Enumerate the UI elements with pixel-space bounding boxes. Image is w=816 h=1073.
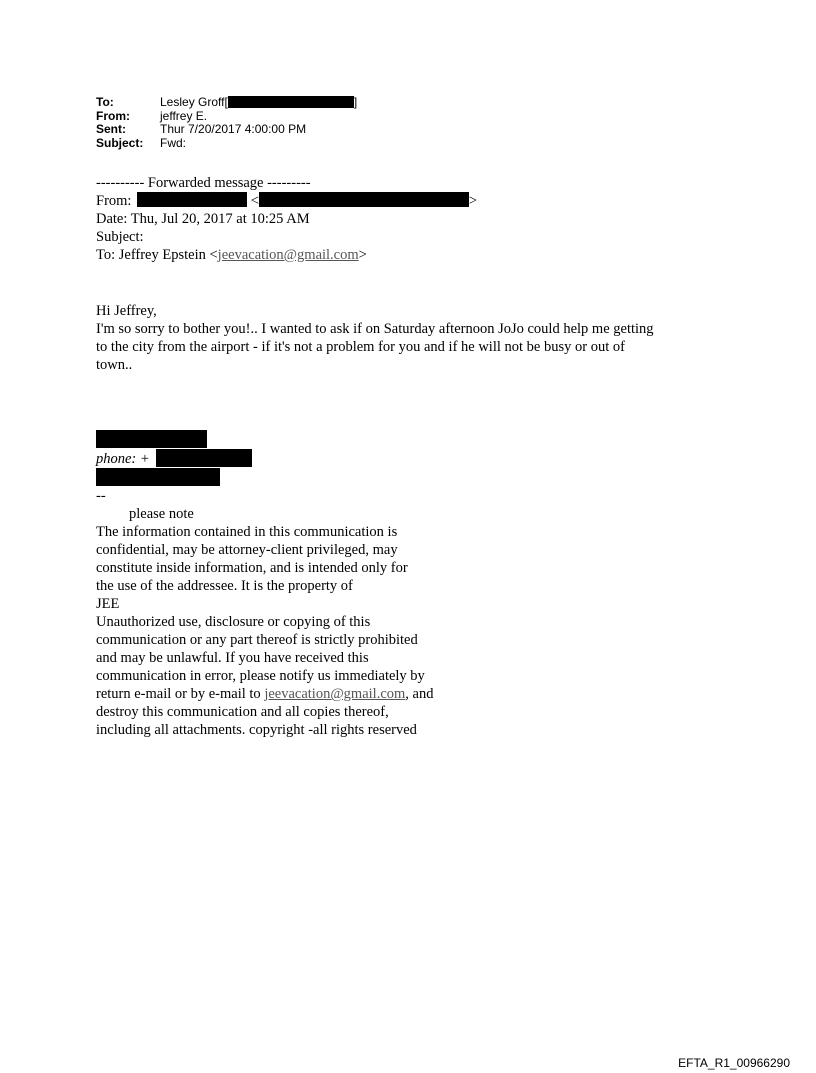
disclaimer-line: the use of the addressee. It is the property of — [96, 578, 353, 594]
disclaimer-email-prefix: return e-mail or by e-mail to — [96, 686, 265, 702]
disclaimer-line: Unauthorized use, disclosure or copying of this — [96, 614, 371, 630]
disclaimer-email-suffix: , and — [405, 686, 434, 702]
disclaimer-email-link[interactable]: jeevacation@gmail.com — [264, 686, 406, 702]
disclaimer-line: constitute inside information, and is intended only for — [96, 560, 408, 576]
disclaimer-email-line — [96, 685, 433, 703]
sent-value: Thur 7/20/2017 4:00:00 PM — [160, 122, 307, 136]
header-subject-row — [96, 137, 357, 151]
disclaimer-line: The information contained in this communication is — [96, 524, 398, 540]
forwarded-from-lt: < — [250, 193, 259, 209]
disclaimer-note: please note — [129, 506, 194, 522]
disclaimer-line: and may be unlawful. If you have received this — [96, 650, 369, 666]
header-sent-row — [96, 123, 357, 137]
subject-label: Subject: — [96, 135, 144, 150]
forwarded-date-line: Date: Thu, Jul 20, 2017 at 10:25 AM — [96, 211, 310, 227]
forwarded-to-prefix: To: Jeffrey Epstein < — [96, 247, 218, 263]
email-header — [96, 96, 357, 150]
to-close: ] — [353, 95, 358, 109]
phone-label: phone: + — [96, 451, 150, 467]
forwarded-to-line — [96, 246, 477, 264]
disclaimer-line: including all attachments. copyright -all rights reserved — [96, 722, 417, 738]
from-label: From: — [96, 108, 130, 123]
body-greeting: Hi Jeffrey, — [96, 303, 157, 319]
body-line: town.. — [96, 357, 133, 373]
to-value: Lesley Groff[ — [160, 95, 228, 109]
redaction-bar — [228, 96, 354, 108]
forwarded-to-email-link[interactable]: jeevacation@gmail.com — [217, 247, 359, 263]
body-line: to the city from the airport - if it's not a problem for you and if he will not be busy or out of — [96, 339, 625, 355]
subject-value: Fwd: — [160, 135, 187, 150]
sent-label: Sent: — [96, 122, 126, 136]
disclaimer-line: JEE — [96, 596, 120, 612]
forwarded-from-gt: > — [468, 193, 478, 209]
header-to-row — [96, 96, 357, 110]
redaction-bar — [137, 192, 247, 207]
forwarded-header — [96, 174, 477, 264]
to-label: To: — [96, 95, 114, 109]
disclaimer — [96, 487, 433, 739]
disclaimer-line: confidential, may be attorney-client privileged, may — [96, 542, 398, 558]
redaction-bar — [156, 449, 252, 467]
body-line: I'm so sorry to bother you!.. I wanted to ask if on Saturday afternoon JoJo could help me getting — [96, 321, 654, 337]
redaction-bar — [259, 192, 469, 207]
forwarded-subject-line: Subject: — [96, 229, 144, 245]
forwarded-banner: ---------- Forwarded message --------- — [96, 175, 311, 191]
signature-phone — [96, 450, 150, 468]
disclaimer-line: communication or any part thereof is strictly prohibited — [96, 632, 418, 648]
forwarded-from-line — [96, 192, 477, 210]
disclaimer-dashes: -- — [96, 488, 106, 504]
forwarded-from-label: From: — [96, 193, 132, 209]
header-from-row — [96, 110, 357, 124]
redaction-bar — [96, 468, 220, 486]
message-body — [96, 302, 654, 374]
redaction-bar — [96, 430, 207, 448]
document-id: EFTA_R1_00966290 — [678, 1056, 790, 1070]
disclaimer-line: destroy this communication and all copies thereof, — [96, 704, 389, 720]
forwarded-to-suffix: > — [358, 247, 367, 263]
disclaimer-line: communication in error, please notify us immediately by — [96, 668, 425, 684]
from-value: jeffrey E. — [160, 108, 208, 123]
